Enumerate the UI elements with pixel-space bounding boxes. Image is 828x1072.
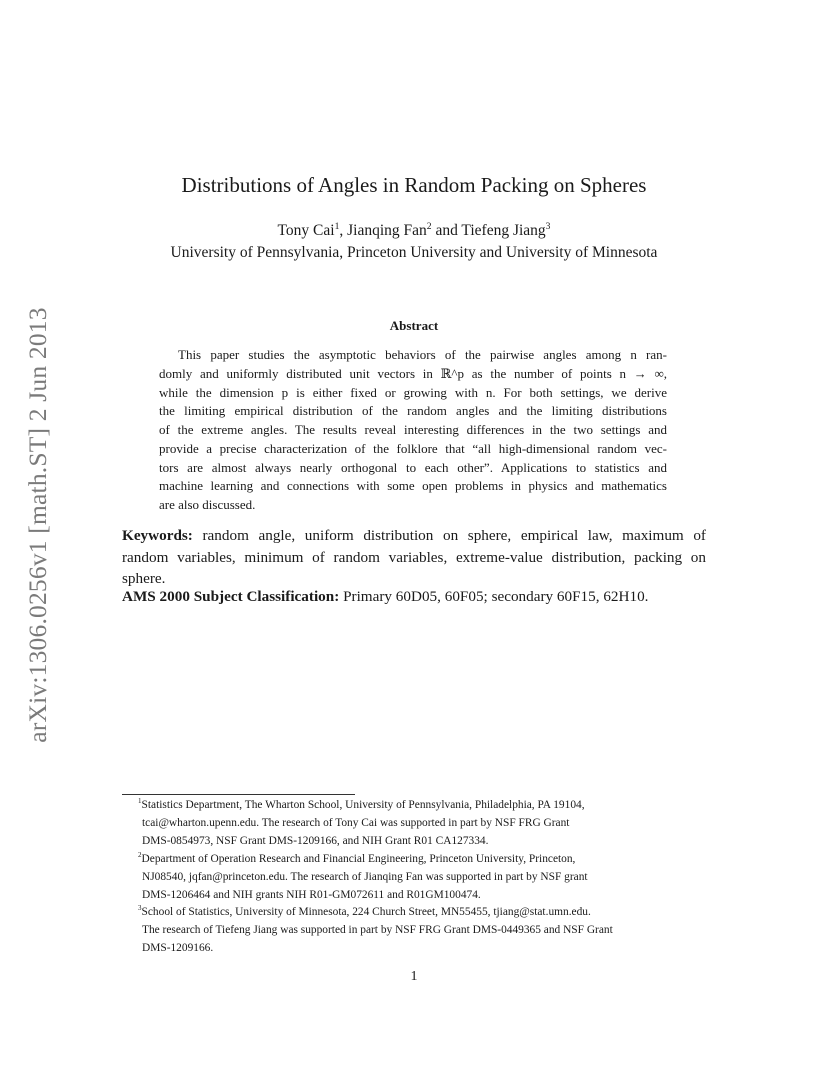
footnote-line [138,797,706,815]
ams-text: Primary 60D05, 60F05; secondary 60F15, 62H10. [339,588,649,605]
abstract-heading: Abstract [389,318,439,333]
author-name: Jianqing Fan [347,222,427,239]
author-mark: 3 [545,220,551,232]
footnote-line [138,904,706,922]
abstract-line: the limiting empirical distribution of the random angles and the limiting distributions [159,403,667,419]
keywords-text: random angle, uniform distribution on sphere, empirical law, maximum of [192,527,706,544]
abstract-line: machine learning and connections with some open problems in physics and mathematics [159,478,667,494]
keywords-section [122,525,706,590]
footnote-line: DMS-0854973, NSF Grant DMS-1209166, and NIH Grant R01 CA127334. [142,834,489,847]
author-name: Tiefeng Jiang [461,222,546,239]
paper-title: Distributions of Angles in Random Packing on Spheres [181,173,647,197]
abstract-body [159,346,667,515]
author-mark: 1 [334,220,340,232]
abstract-line: domly and uniformly distributed unit vectors in ℝ^p as the number of points n → ∞, [159,365,667,381]
author-separator: , [339,222,348,239]
footnote-line: tcai@wharton.upenn.edu. The research of Tony Cai was supported in part by NSF FRG Grant [142,816,570,829]
footnote-text: School of Statistics, University of Minnesota, 224 Church Street, MN55455, tjiang@stat.umn.edu. [141,906,591,919]
arxiv-identifier-stamp: arXiv:1306.0256v1 [math.ST] 2 Jun 2013 [23,307,52,743]
abstract-line: of the extreme angles. The results reveal interesting differences in the two settings and [159,422,667,437]
footnote-text: Department of Operation Research and Financial Engineering, Princeton University, Princeton, [141,852,576,865]
keywords-line [122,525,706,547]
footnote-line [138,851,706,869]
footnote-mark: 3 [138,904,142,913]
footnote-line: The research of Tiefeng Jiang was supported in part by NSF FRG Grant DMS-0449365 and NSF Grant [142,924,613,937]
affiliations: University of Pennsylvania, Princeton University and University of Minnesota [170,244,658,261]
author-list [0,222,828,240]
ams-label: AMS 2000 Subject Classification: [122,588,340,605]
abstract-line: are also discussed. [159,497,256,512]
author-mark: 2 [426,220,432,232]
footnote-mark: 1 [138,797,142,806]
footnote-line: NJ08540, jqfan@princeton.edu. The research of Jianqing Fan was supported in part by NSF grant [142,870,588,883]
author-name: Tony Cai [277,222,335,239]
abstract-line: This paper studies the asymptotic behaviors of the pairwise angles among n ran- [178,347,667,362]
keywords-line: sphere. [122,570,166,587]
abstract-line: while the dimension p is either fixed or growing with n. For both settings, we derive [159,384,667,400]
keywords-label: Keywords: [122,527,193,544]
author-separator: and [431,222,462,239]
page-number: 1 [410,969,418,984]
footnote-mark: 2 [138,850,142,859]
keywords-line: random variables, minimum of random variables, extreme-value distribution, packing on [122,548,706,566]
footnote-rule [122,794,355,795]
abstract-line: provide a precise characterization of the folklore that “all high-dimensional random vec- [159,440,667,456]
footnotes [138,797,706,958]
footnote-line: DMS-1206464 and NIH grants NIH R01-GM072611 and R01GM100474. [142,888,481,901]
abstract-line: tors are almost always nearly orthogonal to each other”. Applications to statistics and [159,459,667,475]
footnote-text: Statistics Department, The Wharton School, University of Pennsylvania, Philadelphia, PA 19104, [141,799,585,811]
footnote-line: DMS-1209166. [142,942,214,955]
ams-classification [122,588,648,606]
